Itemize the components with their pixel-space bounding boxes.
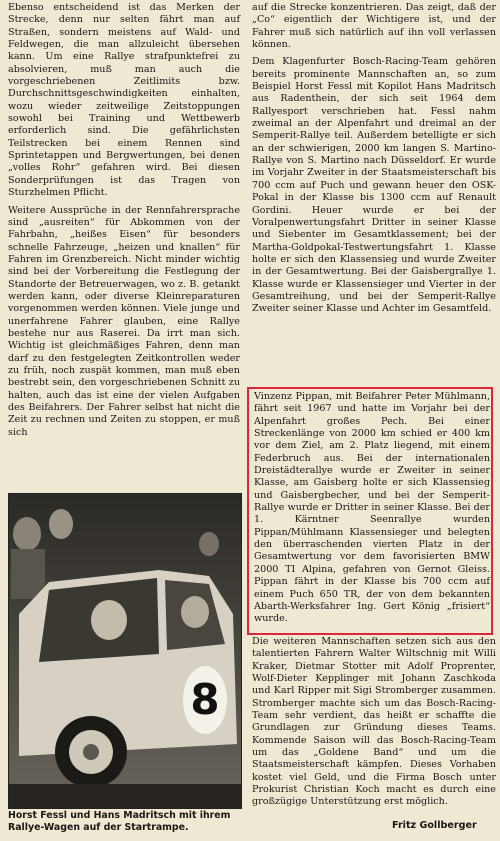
left-paragraph-2: Weitere Aussprüche in der Rennfahrersprache sind „ausreiten“ für Abkommen von der Fahrbahn, „heißes Eisen“ für besonders schnelle Fahrzeuge, „heizen und knallen“ für Fahren im Grenzbereich. Nicht minder wichtig sind bei der Vorbereitung die Festlegung der Standorte der Betreuerwagen, wo z. B. getankt werden kann, oder diverse Kleinreparaturen vorgenommen werden können. Viele junge und unerfahrene Fahrer glauben, eine Rallye bestehe nur aus Raserei. Da irrt man sich. Wichtig ist gleichmäßiges Fahren, denn man darf zu den festgelegten Zeitkontrollen weder zu früh, noch zuspät kommen, man muß eben bestrebt sein, den vorgeschriebenen Schnitt zu halten, auch das ist eine der vielen Aufgaben des Beifahrers. Der Fahrer selbst hat nicht die Zeit zu rechnen und Zeiten zu stoppen, er muß sich — [8, 204, 240, 438]
rally-car-photo — [8, 493, 242, 809]
left-paragraph-1: Ebenso entscheidend ist das Merken der Strecke, denn nur selten fährt man auf Straßen, sondern meistens auf Wald- und Feldwegen, die man allzuleicht übersehen kann. Um eine Rallye strafpunktefrei zu absolvieren, muß man auch die vorgeschriebenen Zeitlimits bzw. Durchschnittsgeschwindigkeiten einhalten, wozu wieder zeitweilige Zeitstoppungen sowohl bei Training und Wettbewerb erforderlich sind. Die gefährlichsten Teilstrecken bei einem Rennen sind Sprintetappen und Bergwertungen, bei denen „volles Rohr“ gefahren wird. Bei diesen Sonderprüfungen ist das Tragen von Sturzhelmen Pflicht. — [8, 2, 240, 199]
author-byline: Fritz Gollberger — [392, 820, 477, 831]
left-column — [8, 2, 240, 444]
right-paragraph-2: Dem Klagenfurter Bosch-Racing-Team gehören bereits prominente Mannschaften an, so zum Beispiel Horst Fessl mit Kopilot Hans Madritsch aus Radenthein, der sich seit 1964 dem Rallyesport verschrieben hat. Fessl nahm zweimal an der Alpenfahrt und dreimal an der Semperit-Rallye teil. Außerdem betelligte er sich an der schwierigen, 2000 km langen S. Martino-Rallye von S. Martino nach Düsseldorf. Er wurde im Vorjahr Zweiter in der Staatsmeisterschaft bis 700 ccm auf Puch und gewann heuer den OSK-Pokal in der Klasse bis 1300 ccm auf Renault Gordini. Heuer wurde er bei der Voralpenwertungsfahrt Dritter in seiner Klasse und Siebenter im Gesamtklassement; bei der Martha-Goldpokal-Testwertungsfahrt 1. Klasse holte er sich den Klassensieg und wurde Zweiter in der Gesamtwertung. Bei der Gaisbergrallye 1. Klasse wurde er Klassensieger und Vierter in der Gesamtreihung, und bei der Semperit-Rallye Zweiter seiner Klasse und Achter im Gesamtfeld. — [252, 56, 496, 315]
right-column — [252, 2, 496, 321]
car-number: 8 — [190, 675, 220, 724]
highlight-box-text-wrap — [254, 391, 490, 631]
photo-caption: Horst Fessl und Hans Madritsch mit ihrem Rallye-Wagen auf der Startrampe. — [8, 810, 231, 833]
bottom-right-paragraph: Die weiteren Mannschaften setzen sich aus den talentierten Fahrern Walter Wiltschnig mit Willi Kraker, Dietmar Stotter mit Adolf Proprenter, Wolf-Dieter Kepplinger mit Johann Zaschkoda und Karl Ripper mit Sigi Stromberger zusammen. Stromberger machte sich um das Bosch-Racing-Team sehr verdient, das heißt er schaffte die Grundlagen zur Gründung dieses Teams. Kommende Saison will das Bosch-Racing-Team um das „Goldene Band“ und um die Staatsmeisterschaft kämpfen. Dieses Vorhaben kostet viel Geld, und die Firma Bosch unter Prokurist Christian Koch macht es durch eine großzügige Unterstützung erst möglich. — [252, 636, 496, 808]
bottom-right-column — [252, 636, 496, 814]
right-paragraph-1: auf die Strecke konzentrieren. Das zeigt, daß der „Co“ eigentlich der Wichtigere ist, und der Fahrer muß sich natürlich auf ihn voll verlassen können. — [252, 2, 496, 51]
highlight-box-text: Vinzenz Pippan, mit Beifahrer Peter Mühlmann, fährt seit 1967 und hatte im Vorjahr bei der Alpenfahrt großes Pech. Bei einer Streckenlänge von 2000 km schied er 400 km vor dem Ziel, am 2. Platz liegend, mit einem Federbruch aus. Bei der internationalen Dreistädterallye wurde er Zweiter in seiner Klasse, am Gaisberg holte er sich Klassensieg und Gaisbergbecher, und bei der Semperit-Rallye wurde er Dritter in seiner Klasse. Bei der 1. Kärntner Seenrallye wurden Pippan/Mühlmann Klassensieger und belegten den überraschenden vierten Platz in der Gesamtwertung vor dem favorisierten BMW 2000 TI Alpina, gefahren von Gernot Gleiss. Pippan fährt in der Klasse bis 700 ccm auf einem Puch 650 TR, der von dem bekannten Abarth-Werksfahrer Ing. Gert König „frisiert“ wurde. — [254, 391, 490, 625]
photo-illustration — [9, 494, 241, 808]
